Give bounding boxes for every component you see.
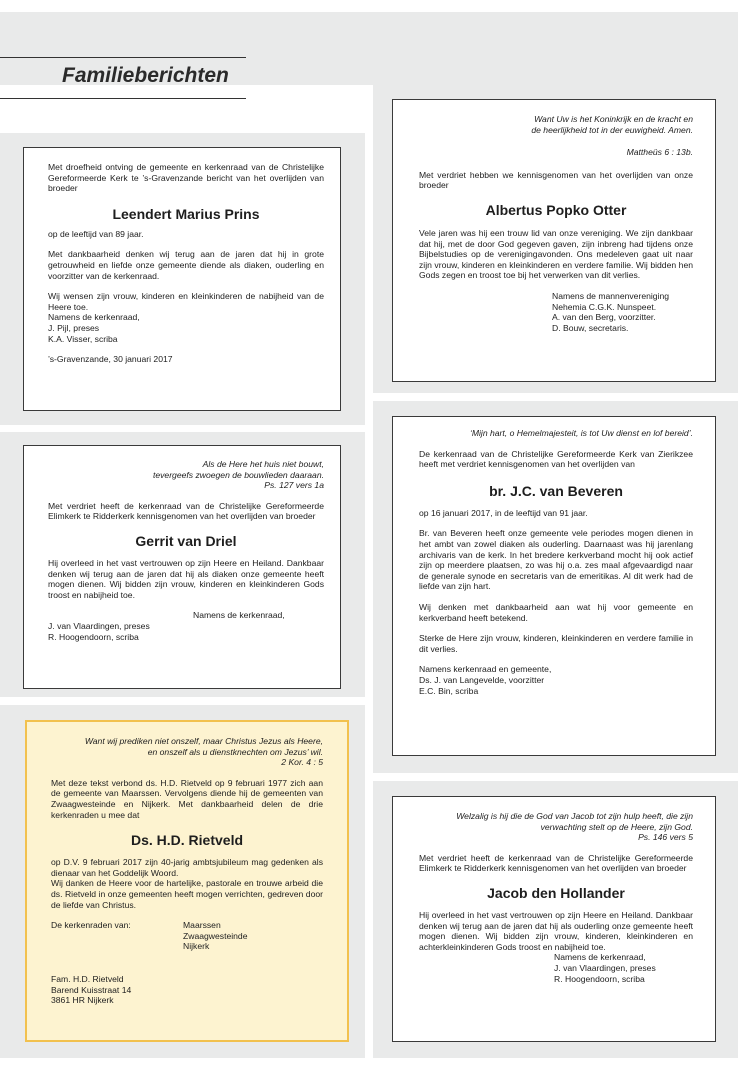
driel-quote-ref: Ps. 127 vers 1a <box>264 480 324 491</box>
prins-age: op de leeftijd van 89 jaar. <box>48 228 144 239</box>
prins-body2: Wij wensen zijn vrouw, kinderen en kleinkinderen de nabijheid van de Heere toe. <box>48 291 324 312</box>
hollander-quote-line1: Welzalig is hij die de God van Jacob tot zijn hulp heeft, die zijn <box>456 811 693 821</box>
hollander-name: Jacob den Hollander <box>487 884 625 901</box>
beveren-sig1: Namens kerkenraad en gemeente, <box>419 664 552 675</box>
otter-quote-line2: de heerlijkheid tot in der euwigheid. Amen. <box>531 124 693 135</box>
prins-sig2: J. Pijl, preses <box>48 322 100 333</box>
rietveld-council-3: Nijkerk <box>183 941 210 952</box>
rietveld-address-3: 3861 HR Nijkerk <box>51 995 114 1006</box>
obituary-van-driel <box>23 445 341 689</box>
hollander-quote-line2: verwachting stelt op de Heere, zijn God. <box>540 821 693 832</box>
rietveld-council-2: Zwaagwesteinde <box>183 930 248 941</box>
otter-sig2: Nehemia C.G.K. Nunspeet. <box>552 301 657 312</box>
beveren-sig3: E.C. Bin, scriba <box>419 685 479 696</box>
obituary-prins <box>23 147 341 411</box>
page-title-bar <box>0 57 246 99</box>
rietveld-intro: Met deze tekst verbond ds. H.D. Rietveld op 9 februari 1977 zich aan de gemeente van Maarssen. Vervolgens diende hij de gemeenten van Zwaagwesteinde en Nijkerk. Met dankbaarheid delen de drie kerkenraden u mee dat <box>51 777 323 820</box>
hollander-sig1: Namens de kerkenraad, <box>554 952 646 963</box>
rietveld-name: Ds. H.D. Rietveld <box>130 832 244 849</box>
prins-intro: Met droefheid ontving de gemeente en kerkenraad van de Christelijke Gereformeerde Kerk te ’s-Gravenzande bericht van het overlijden van broeder <box>48 162 324 194</box>
obituary-van-beveren <box>392 416 716 756</box>
beveren-body3: Sterke de Here zijn vrouw, kinderen, kleinkinderen en verdere familie in dit verlies. <box>419 633 693 654</box>
driel-sig3: R. Hoogendoorn, scriba <box>48 631 139 642</box>
driel-name: Gerrit van Driel <box>135 532 237 549</box>
prins-sig3: K.A. Visser, scriba <box>48 333 118 344</box>
driel-quote-line2: tevergeefs zwoegen de bouwlieden daaraan. <box>152 469 324 480</box>
prins-body1: Met dankbaarheid denken wij terug aan de jaren dat hij in grote getrouwheid en liefde onze gemeente diende als diaken, ouderling en voorzitter van de kerkenraad. <box>48 249 324 281</box>
hollander-quote-ref: Ps. 146 vers 5 <box>638 832 693 843</box>
beveren-intro: De kerkenraad van de Christelijke Gereformeerde Kerk van Zierikzee heeft met verdriet kennisgenomen van het overlijden van <box>419 448 693 470</box>
beveren-date: op 16 januari 2017, in de leeftijd van 91 jaar. <box>419 507 588 518</box>
hollander-sig2: J. van Vlaardingen, preses <box>554 962 656 973</box>
beveren-body1: Br. van Beveren heeft onze gemeente vele periodes mogen dienen in het ambt van zowel diaken als ouderling. Daarnaast was hij jarenlang archivaris van de kerk. In het bredere kerkverband mocht hij ook actief zijn op meerdere plaatsen, zo was hij o.a. zes maal afgevaardigd naar de generale synode en secretaris van de emeritikas. Al dit werk had de liefde van zijn hart. <box>419 528 693 592</box>
beveren-body2: Wij denken met dankbaarheid aan wat hij voor gemeente en kerkverband heeft betekend. <box>419 601 693 623</box>
hollander-body: Hij overleed in het vast vertrouwen op zijn Heere en Heiland. Dankbaar denken wij terug aan de jaren dat hij als ouderling onze gemeente heeft mogen dienen. Wij bidden zijn vrouw, kinderen, kleinkinderen en achterkleinkinderen Gods troost en nabijheid toe. <box>419 909 693 952</box>
prins-place-date: ’s-Gravenzande, 30 januari 2017 <box>48 354 173 365</box>
hollander-sig3: R. Hoogendoorn, scriba <box>554 973 645 984</box>
rietveld-address-2: Barend Kuisstraat 14 <box>51 984 132 995</box>
rietveld-councils-label: De kerkenraden van: <box>51 920 131 931</box>
driel-sig2: J. van Vlaardingen, preses <box>48 620 150 631</box>
rietveld-body1: op D.V. 9 februari 2017 zijn 40-jarig ambtsjubileum mag gedenken als dienaar van het Goddelijk Woord. <box>51 857 323 878</box>
obituary-otter <box>392 99 716 382</box>
otter-quote-ref: Mattheüs 6 : 13b. <box>626 147 693 158</box>
hollander-intro: Met verdriet heeft de kerkenraad van de Christelijke Gereformeerde Elimkerk te Ridderkerk kennisgenomen van het overlijden van broeder <box>419 852 693 874</box>
rietveld-council-1: Maarssen <box>183 920 221 931</box>
page-title: Familieberichten <box>62 64 229 87</box>
driel-sig1: Namens de kerkenraad, <box>193 610 285 621</box>
beveren-name: br. J.C. van Beveren <box>489 482 623 499</box>
prins-name: Leendert Marius Prins <box>112 205 260 222</box>
otter-name: Albertus Popko Otter <box>485 201 627 218</box>
beveren-quote: ‘Mijn hart, o Hemelmajesteit, is tot Uw dienst en lof bereid’. <box>469 428 693 438</box>
prins-sig1: Namens de kerkenraad, <box>48 312 140 323</box>
otter-body: Vele jaren was hij een trouw lid van onze vereniging. We zijn dankbaar dat hij, met de door God gegeven gaven, zijn inbreng had tijdens onze Bijbelstudies op de verenigingavonden. Ons medeleven gaat uit naar zijn vrouw, kinderen en kleinkinderen en verdere familie. Wij bidden hen Gods zegen en troost toe bij het verwerken van dit verlies. <box>419 227 693 281</box>
rietveld-address-1: Fam. H.D. Rietveld <box>51 973 124 984</box>
otter-sig1: Namens de mannenvereniging <box>552 290 670 301</box>
driel-body: Hij overleed in het vast vertrouwen op zijn Heere en Heiland. Dankbaar denken wij terug aan de jaren dat hij als diaken onze gemeente heeft mogen dienen. Wij bidden zijn vrouw, kinderen en kleinkinderen Gods troost en nabijheid toe. <box>48 557 324 600</box>
otter-sig3: A. van den Berg, voorzitter. <box>552 312 656 323</box>
otter-quote-line1: Want Uw is het Koninkrijk en de kracht en <box>534 114 693 124</box>
rietveld-quote-line1: Want wij prediken niet onszelf, maar Christus Jezus als Heere, <box>84 736 323 746</box>
beveren-sig2: Ds. J. van Langevelde, voorzitter <box>419 674 545 685</box>
driel-intro: Met verdriet heeft de kerkenraad van de Christelijke Gereformeerde Elimkerk te Ridderkerk kennisgenomen van het overlijden van broeder <box>48 500 324 522</box>
rietveld-quote-line2: en onszelf als u dienstknechten om Jezus’ wil. <box>147 746 323 757</box>
announcement-rietveld <box>25 720 349 1042</box>
rietveld-quote-ref: 2 Kor. 4 : 5 <box>281 757 323 768</box>
otter-intro: Met verdriet hebben we kennisgenomen van het overlijden van onze broeder <box>419 169 693 191</box>
driel-quote-line1: Als de Here het huis niet bouwt, <box>202 459 324 469</box>
rietveld-body2: Wij danken de Heere voor de hartelijke, pastorale en trouwe arbeid die ds. Rietveld in onze gemeenten heeft mogen verrichten, gedreven door de liefde van Christus. <box>51 878 323 910</box>
obituary-den-hollander <box>392 796 716 1042</box>
otter-sig4: D. Bouw, secretaris. <box>552 322 629 333</box>
